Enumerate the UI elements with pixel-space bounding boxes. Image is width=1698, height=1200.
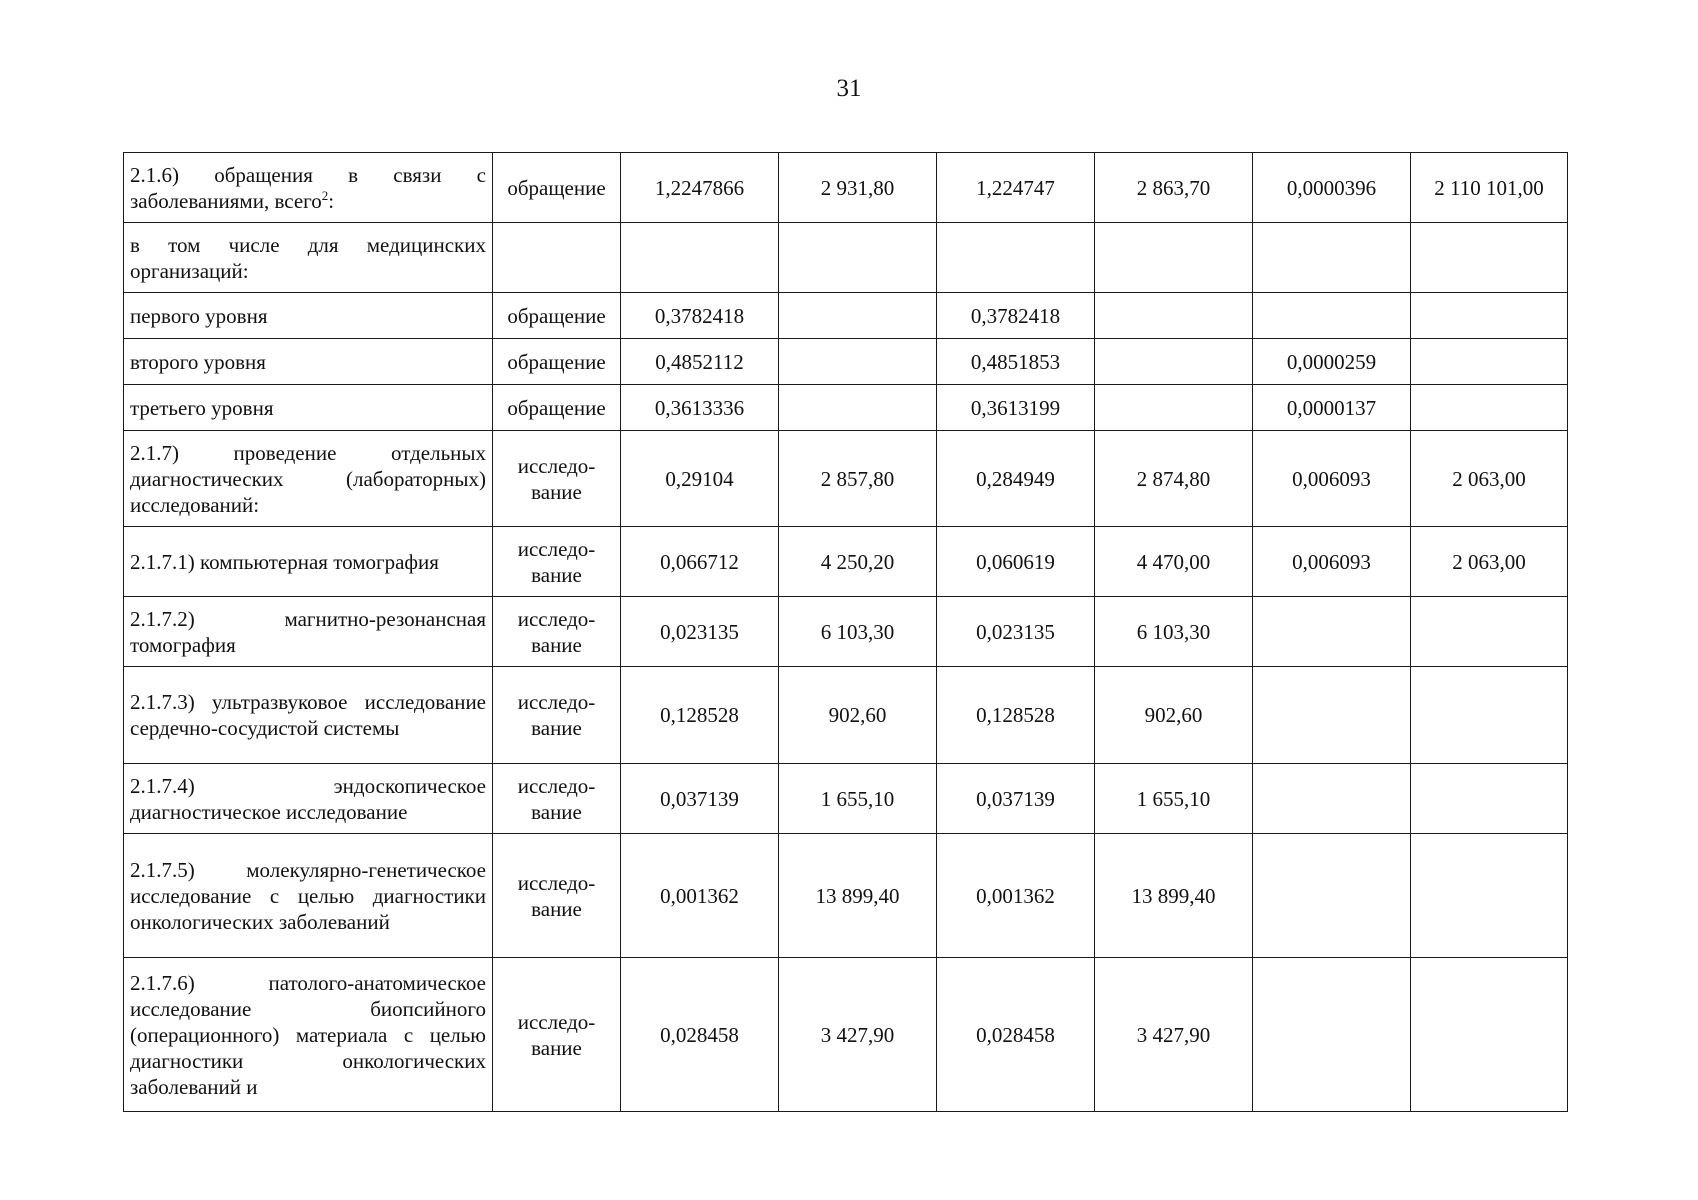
row-value: 0,4852112 [621,339,779,385]
row-value [1095,223,1253,293]
table-row [124,431,1568,527]
row-value: 0,006093 [1253,527,1411,597]
row-unit: исследо-вание [493,597,621,667]
row-value: 0,060619 [937,527,1095,597]
row-value: 1,2247866 [621,153,779,223]
row-value: 0,006093 [1253,431,1411,527]
row-name: 2.1.7.3) ультразвуковое исследование сердечно-сосудистой системы [124,667,493,764]
row-value: 3 427,90 [779,958,937,1112]
row-unit: обращение [493,339,621,385]
row-unit: исследо-вание [493,834,621,958]
row-value [779,223,937,293]
row-value: 4 470,00 [1095,527,1253,597]
table-row [124,223,1568,293]
row-value: 902,60 [779,667,937,764]
table-row [124,764,1568,834]
row-value [1411,764,1568,834]
row-name: 2.1.7.5) молекулярно-генетическое исследование с целью диагностики онкологических заболеваний [124,834,493,958]
row-value: 0,0000137 [1253,385,1411,431]
row-name: 2.1.7) проведение отдельных диагностических (лабораторных) исследований: [124,431,493,527]
row-value [1253,597,1411,667]
row-value [1095,293,1253,339]
row-value [1253,958,1411,1112]
row-value [779,339,937,385]
row-name: 2.1.7.2) магнитно-резонансная томография [124,597,493,667]
tariff-table [123,152,1568,1112]
row-value [1253,293,1411,339]
row-value: 13 899,40 [1095,834,1253,958]
row-value: 0,023135 [621,597,779,667]
row-value: 2 874,80 [1095,431,1253,527]
row-value [1253,223,1411,293]
table-row [124,834,1568,958]
row-value: 2 863,70 [1095,153,1253,223]
row-value [1095,385,1253,431]
row-value: 0,037139 [621,764,779,834]
row-name: в том числе для медицинских организаций: [124,223,493,293]
table-row [124,339,1568,385]
row-value [1411,958,1568,1112]
row-value [621,223,779,293]
row-value: 0,001362 [937,834,1095,958]
row-value: 0,3613336 [621,385,779,431]
row-value: 902,60 [1095,667,1253,764]
row-name: первого уровня [124,293,493,339]
table-row [124,958,1568,1112]
footnote-mark: 2 [321,187,329,203]
row-name: второго уровня [124,339,493,385]
row-value [1411,834,1568,958]
row-value: 0,0000396 [1253,153,1411,223]
row-value [1095,339,1253,385]
row-name: 2.1.7.4) эндоскопическое диагностическое исследование [124,764,493,834]
row-unit: исследо-вание [493,958,621,1112]
row-unit: исследо-вание [493,764,621,834]
row-value: 0,284949 [937,431,1095,527]
row-value: 0,3613199 [937,385,1095,431]
row-value [1411,293,1568,339]
row-value: 1 655,10 [779,764,937,834]
table-row [124,527,1568,597]
row-value: 0,128528 [621,667,779,764]
row-value [1253,834,1411,958]
row-unit: обращение [493,385,621,431]
row-value [1411,339,1568,385]
row-value: 2 063,00 [1411,431,1568,527]
row-value [1253,764,1411,834]
row-value: 0,3782418 [621,293,779,339]
row-value: 0,066712 [621,527,779,597]
row-value: 2 110 101,00 [1411,153,1568,223]
row-value: 3 427,90 [1095,958,1253,1112]
row-value: 4 250,20 [779,527,937,597]
row-unit: исследо-вание [493,667,621,764]
row-value: 0,028458 [621,958,779,1112]
row-value: 0,0000259 [1253,339,1411,385]
row-value [779,385,937,431]
row-value: 0,028458 [937,958,1095,1112]
table-row [124,293,1568,339]
table-row [124,385,1568,431]
row-value: 0,4851853 [937,339,1095,385]
row-unit: исследо-вание [493,527,621,597]
row-value: 6 103,30 [1095,597,1253,667]
row-unit: обращение [493,293,621,339]
row-name: 2.1.6) обращения в связи с заболеваниями, всего$^2$: [124,153,493,223]
row-name: третьего уровня [124,385,493,431]
table-row [124,667,1568,764]
row-value: 0,128528 [937,667,1095,764]
row-value: 2 857,80 [779,431,937,527]
row-value: 13 899,40 [779,834,937,958]
table-row [124,597,1568,667]
row-unit: исследо-вание [493,431,621,527]
row-value: 6 103,30 [779,597,937,667]
row-name: 2.1.7.6) патолого-анатомическое исследование биопсийного (операционного) материала с целью диагностики онкологических заболеваний и [124,958,493,1112]
page-number: 31 [836,75,862,102]
row-value [1411,667,1568,764]
row-name: 2.1.7.1) компьютерная томография [124,527,493,597]
row-value: 0,037139 [937,764,1095,834]
table-row [124,153,1568,223]
row-value: 0,023135 [937,597,1095,667]
row-value [1411,385,1568,431]
row-value: 2 063,00 [1411,527,1568,597]
row-value [1253,667,1411,764]
row-value: 1 655,10 [1095,764,1253,834]
row-value [1411,597,1568,667]
row-value [937,223,1095,293]
row-value: 0,001362 [621,834,779,958]
row-unit [493,223,621,293]
row-value: 0,3782418 [937,293,1095,339]
row-unit: обращение [493,153,621,223]
row-value: 2 931,80 [779,153,937,223]
row-value: 1,224747 [937,153,1095,223]
row-value: 0,29104 [621,431,779,527]
row-value [779,293,937,339]
row-value [1411,223,1568,293]
